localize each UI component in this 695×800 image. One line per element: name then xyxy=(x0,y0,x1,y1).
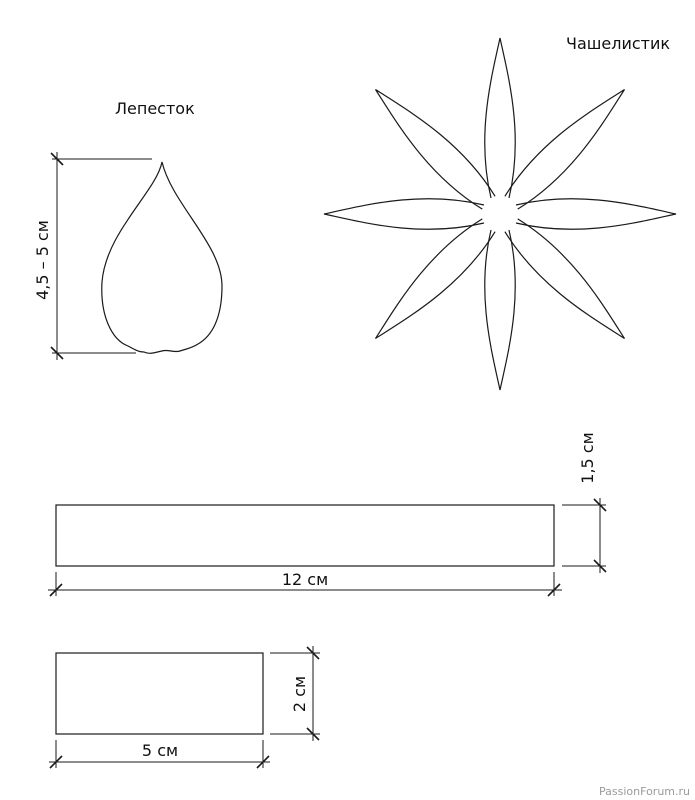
sepal-leaf xyxy=(505,90,625,210)
petal-title: Лепесток xyxy=(115,99,195,118)
small-rectangle xyxy=(56,653,263,734)
sepal-leaf xyxy=(516,199,676,230)
sepal-leaf xyxy=(324,199,484,230)
sepal-leaf xyxy=(505,219,625,339)
sepal-leaf xyxy=(376,219,496,339)
sepal-star xyxy=(324,38,676,390)
sepal-leaf xyxy=(485,38,516,198)
petal-height-label: 4,5 – 5 см xyxy=(33,220,52,300)
sepal-leaf xyxy=(376,90,496,210)
rect-height-label: 2 см xyxy=(290,675,309,713)
strip-height-label: 1,5 см xyxy=(578,432,597,484)
sepal-leaf xyxy=(485,230,516,390)
watermark: PassionForum.ru xyxy=(599,785,690,798)
strip-width-label: 12 см xyxy=(281,570,329,589)
rect-width-label: 5 см xyxy=(141,741,179,760)
petal-shape xyxy=(102,162,222,353)
sepal-title: Чашелистик xyxy=(566,34,671,53)
strip-rectangle xyxy=(56,505,554,566)
